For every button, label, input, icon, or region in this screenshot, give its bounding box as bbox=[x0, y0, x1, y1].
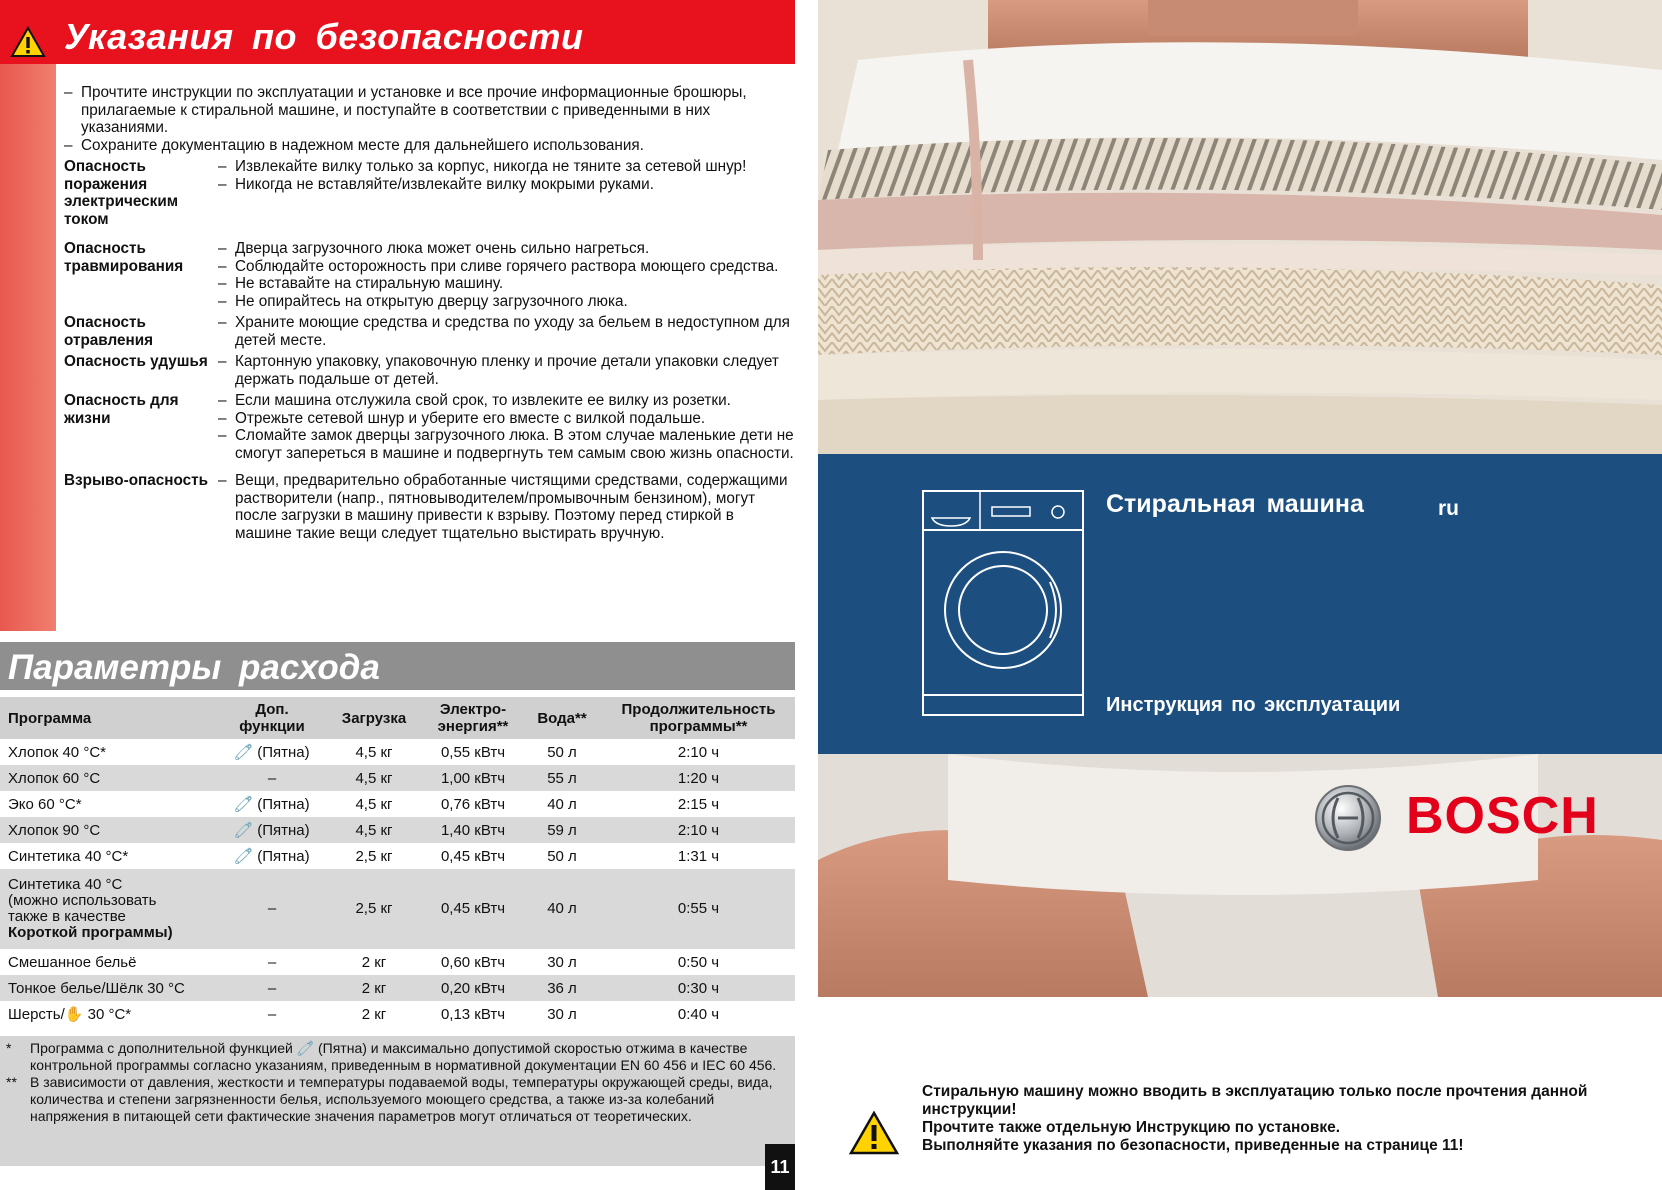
hazard-item: Соблюдайте осторожность при сливе горячего раствора моющего средства. bbox=[235, 257, 779, 275]
hazard-item: Картонную упаковку, упаковочную пленку и прочие детали упаковки следует держать подальше от детей. bbox=[235, 353, 779, 388]
table-row: Хлопок 60 °C – 4,5 кг 1,00 кВтч 55 л 1:20 ч bbox=[0, 765, 795, 791]
table-row: Хлопок 40 °C* 🧷 (Пятна) 4,5 кг 0,55 кВтч 50 л 2:10 ч bbox=[8, 743, 720, 761]
bosch-wordmark: BOSCH bbox=[1406, 787, 1599, 845]
hazard-item: Не опирайтесь на открытую дверцу загрузочного люка. bbox=[235, 292, 628, 310]
cover-blue-band bbox=[818, 454, 1662, 754]
cover-page bbox=[818, 0, 1662, 1190]
hazard-item: Отрежьте сетевой шнур и уберите его вместе с вилкой подальше. bbox=[235, 409, 706, 427]
hazard-life-danger: Опасность для жизни – Если машина отслужила свой срок, то извлеките ее вилку из розетки. – Отрежьте сетевой шнур и уберите его вместе с вилкой подальше. – Сломайте замок дверцы загрузочного люка. В этом случае маленькие дети не смогут запереться в машине и подвергнуть тем самым свою жизнь опасности. bbox=[64, 392, 794, 462]
bosch-logo bbox=[1314, 784, 1626, 854]
footnotes bbox=[0, 1036, 795, 1166]
table-row: Тонкое белье/Шёлк 30 °C – 2 кг 0,20 кВтч 36 л 0:30 ч bbox=[0, 975, 795, 1001]
column-header-water: Вода** bbox=[522, 697, 602, 739]
safety-header bbox=[0, 0, 795, 64]
consumption-title: Параметры расхода bbox=[8, 648, 380, 687]
consumption-table bbox=[0, 697, 795, 1027]
hazard-label: Опасность удушья bbox=[64, 353, 208, 370]
column-header-functions: Доп. функции bbox=[220, 697, 324, 739]
hazard-item: Не вставайте на стиральную машину. bbox=[235, 275, 504, 292]
usage-notice: Стиральную машину можно вводить в эксплуатацию только после прочтения данной инструкции! Прочтите также отдельную Инструкцию по установке. Выполняйте указания по безопасности, приведенные на странице 11! bbox=[922, 1083, 1588, 1154]
footnote: ** В зависимости от давления, жесткости и температуры подаваемой воды, температуры окружающей среды, вида, количества и степени загрязненности белья, используемого моющего средства, а также из-за колебаний напряжения в питающей сети фактические значения параметров могут отличаться от теоретических. bbox=[6, 1074, 773, 1124]
hazard-label: Взрыво-опасность bbox=[64, 472, 209, 489]
hazard-item: Извлекайте вилку только за корпус, никогда не тяните за сетевой шнур! bbox=[235, 158, 747, 175]
column-header-program: Программа bbox=[0, 697, 220, 739]
safety-side-stripe bbox=[0, 64, 56, 631]
footnote: * Программа с дополнительной функцией 🧷 (Пятна) и максимально допустимой скоростью отжима в качестве контрольной программы согласно указаниям, приведенным в нормативной документации EN 60 456 и IEC 60 456. bbox=[6, 1040, 777, 1073]
table-row: Синтетика 40 °C (можно использовать также в качестве Короткой программы) – 2,5 кг 0,45 кВтч 40 л 0:55 ч bbox=[0, 869, 795, 949]
left-page bbox=[0, 0, 795, 1190]
table-row: Шерсть/✋ 30 °C* – 2 кг 0,13 кВтч 30 л 0:40 ч bbox=[8, 1005, 720, 1023]
hazard-item: Храните моющие средства и средства по уходу за бельем в недоступном для детей месте. bbox=[235, 314, 790, 349]
column-header-load: Загрузка bbox=[324, 697, 424, 739]
hazard-explosion: Взрыво-опасность – Вещи, предварительно обработанные чистящими средствами, содержащими растворители (напр., пятновыводителем/промывочным бензином), могут после загрузки в машину привести к взрыву. Поэтому перед стиркой в машине такие вещи следует тщательно выстирать вручную. bbox=[64, 472, 794, 542]
bosch-armature-icon bbox=[1314, 784, 1382, 852]
washing-machine-icon bbox=[922, 490, 1084, 716]
safety-intro-item: – Сохраните документацию в надежном месте для дальнейшего использования. bbox=[64, 136, 644, 154]
table-row: Эко 60 °C* 🧷 (Пятна) 4,5 кг 0,76 кВтч 40 л 2:15 ч bbox=[8, 795, 720, 813]
warning-icon bbox=[848, 1110, 900, 1156]
table-header-row bbox=[0, 697, 795, 739]
hazard-label: Опасность травмирования bbox=[64, 240, 184, 275]
hazard-label: Опасность поражения электрическим током bbox=[64, 158, 179, 228]
hazard-label: Опасность для жизни bbox=[64, 392, 179, 427]
product-title: Стиральная машина bbox=[1106, 490, 1364, 518]
hazard-item: Никогда не вставляйте/извлекайте вилку мокрыми руками. bbox=[235, 175, 654, 193]
language-code: ru bbox=[1438, 497, 1459, 520]
table-row: Хлопок 90 °C 🧷 (Пятна) 4,5 кг 1,40 кВтч 59 л 2:10 ч bbox=[0, 817, 795, 843]
table-row: Смешанное бельё – 2 кг 0,60 кВтч 30 л 0:50 ч bbox=[8, 953, 720, 971]
hazard-item: Вещи, предварительно обработанные чистящими средствами, содержащими растворители (напр., пятновыводителем/промывочным бензином), могут после загрузки в машину привести к взрыву. Поэтому перед стиркой в машине такие вещи следует тщательно выстирать вручную. bbox=[235, 472, 788, 542]
column-header-duration: Продолжительность программы** bbox=[602, 697, 795, 739]
manual-subtitle: Инструкция по эксплуатации bbox=[1106, 694, 1401, 716]
hazard-item: Сломайте замок дверцы загрузочного люка. В этом случае маленькие дети не смогут запереться в машине и подвергнуть тем самым свою жизнь опасности. bbox=[235, 427, 794, 462]
hazard-label: Опасность отравления bbox=[64, 314, 154, 349]
warning-icon bbox=[10, 26, 46, 58]
hazard-item: Если машина отслужила свой срок, то извлеките ее вилку из розетки. bbox=[235, 392, 731, 409]
hazard-poisoning: Опасность отравления – Храните моющие средства и средства по уходу за бельем в недоступном для детей месте. bbox=[64, 314, 794, 349]
table-row: Синтетика 40 °C* 🧷 (Пятна) 2,5 кг 0,45 кВтч 50 л 1:31 ч bbox=[8, 847, 720, 865]
safety-body bbox=[64, 84, 794, 542]
hazard-electric-shock: Опасность поражения электрическим током – Извлекайте вилку только за корпус, никогда не тяните за сетевой шнур! – Никогда не вставляйте/извлекайте вилку мокрыми руками. bbox=[64, 158, 747, 228]
safety-title: Указания по безопасности bbox=[64, 16, 584, 57]
hazard-item: Дверца загрузочного люка может очень сильно нагреться. bbox=[235, 240, 650, 257]
hazard-injury: Опасность травмирования – Дверца загрузочного люка может очень сильно нагреться. – Соблюдайте осторожность при сливе горячего раствора моющего средства. – Не вставайте на стиральную машину. – Не опирайтесь на открытую дверцу загрузочного люка. bbox=[64, 240, 779, 310]
page-number: 11 bbox=[765, 1144, 795, 1190]
column-header-energy: Электро-энергия** bbox=[424, 697, 522, 739]
hazard-suffocation: Опасность удушья – Картонную упаковку, упаковочную пленку и прочие детали упаковки следует держать подальше от детей. bbox=[64, 353, 794, 388]
consumption-header bbox=[0, 642, 795, 690]
safety-intro-item: – Прочтите инструкции по эксплуатации и установке и все прочие информационные брошюры, прилагаемые к стиральной машине, и поступайте в соответствии с приведенными в них указаниями. bbox=[64, 84, 747, 136]
